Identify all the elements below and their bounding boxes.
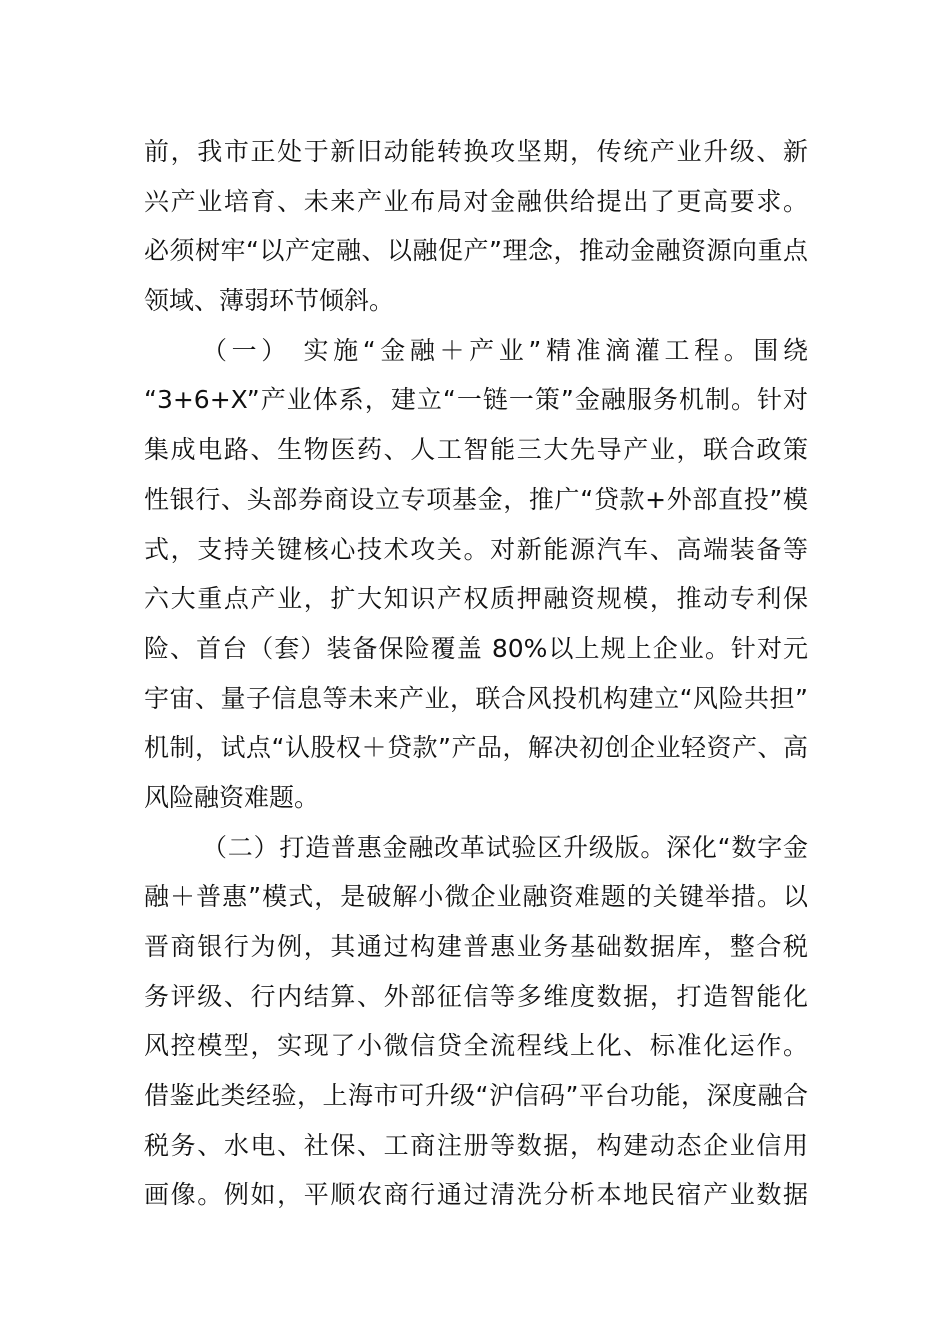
text-line: 六大重点产业，扩大知识产权质押融资规模，推动专利保 [144, 584, 808, 614]
text-line: 兴产业培育、未来产业布局对金融供给提出了更高要求。 [144, 186, 808, 216]
text-line: 宇宙、量子信息等未来产业，联合风投机构建立“风险共担” [144, 683, 808, 713]
section-heading-line: （二）打造普惠金融改革试验区升级版。深化“数字金 [202, 832, 808, 862]
text-line: 集成电路、生物医药、人工智能三大先导产业，联合政策 [144, 435, 808, 465]
text-line: 借鉴此类经验，上海市可升级“沪信码”平台功能，深度融合 [144, 1081, 808, 1111]
text-line: 性银行、头部券商设立专项基金，推广“贷款+外部直投”模 [144, 484, 808, 514]
text-line: 务评级、行内结算、外部征信等多维度数据，打造智能化 [144, 981, 808, 1011]
text-line: 风控模型，实现了小微信贷全流程线上化、标准化运作。 [144, 1031, 808, 1061]
text-line: 机制，试点“认股权＋贷款”产品，解决初创企业轻资产、高 [144, 733, 808, 763]
text-line: 画像。例如，平顺农商行通过清洗分析本地民宿产业数据 [144, 1180, 808, 1210]
text-line: 式，支持关键核心技术攻关。对新能源汽车、高端装备等 [144, 534, 808, 564]
section-heading-line: （一） 实施“金融＋产业”精准滴灌工程。围绕 [202, 335, 808, 365]
text-line: 前，我市正处于新旧动能转换攻坚期，传统产业升级、新 [144, 137, 808, 166]
text-line: 险、首台（套）装备保险覆盖 80%以上规上企业。针对元 [144, 633, 808, 663]
text-line: “3+6+X”产业体系，建立“一链一策”金融服务机制。针对 [144, 385, 808, 415]
body-text [144, 127, 808, 1220]
text-line: 必须树牢“以产定融、以融促产”理念，推动金融资源向重点 [144, 236, 808, 266]
text-line: 领域、薄弱环节倾斜。 [144, 286, 395, 316]
text-line: 晋商银行为例，其通过构建普惠业务基础数据库，整合税 [144, 932, 808, 961]
text-line: 税务、水电、社保、工商注册等数据，构建动态企业信用 [144, 1130, 808, 1160]
text-line: 融＋普惠”模式，是破解小微企业融资难题的关键举措。以 [144, 882, 808, 912]
text-line: 风险融资难题。 [144, 782, 320, 812]
